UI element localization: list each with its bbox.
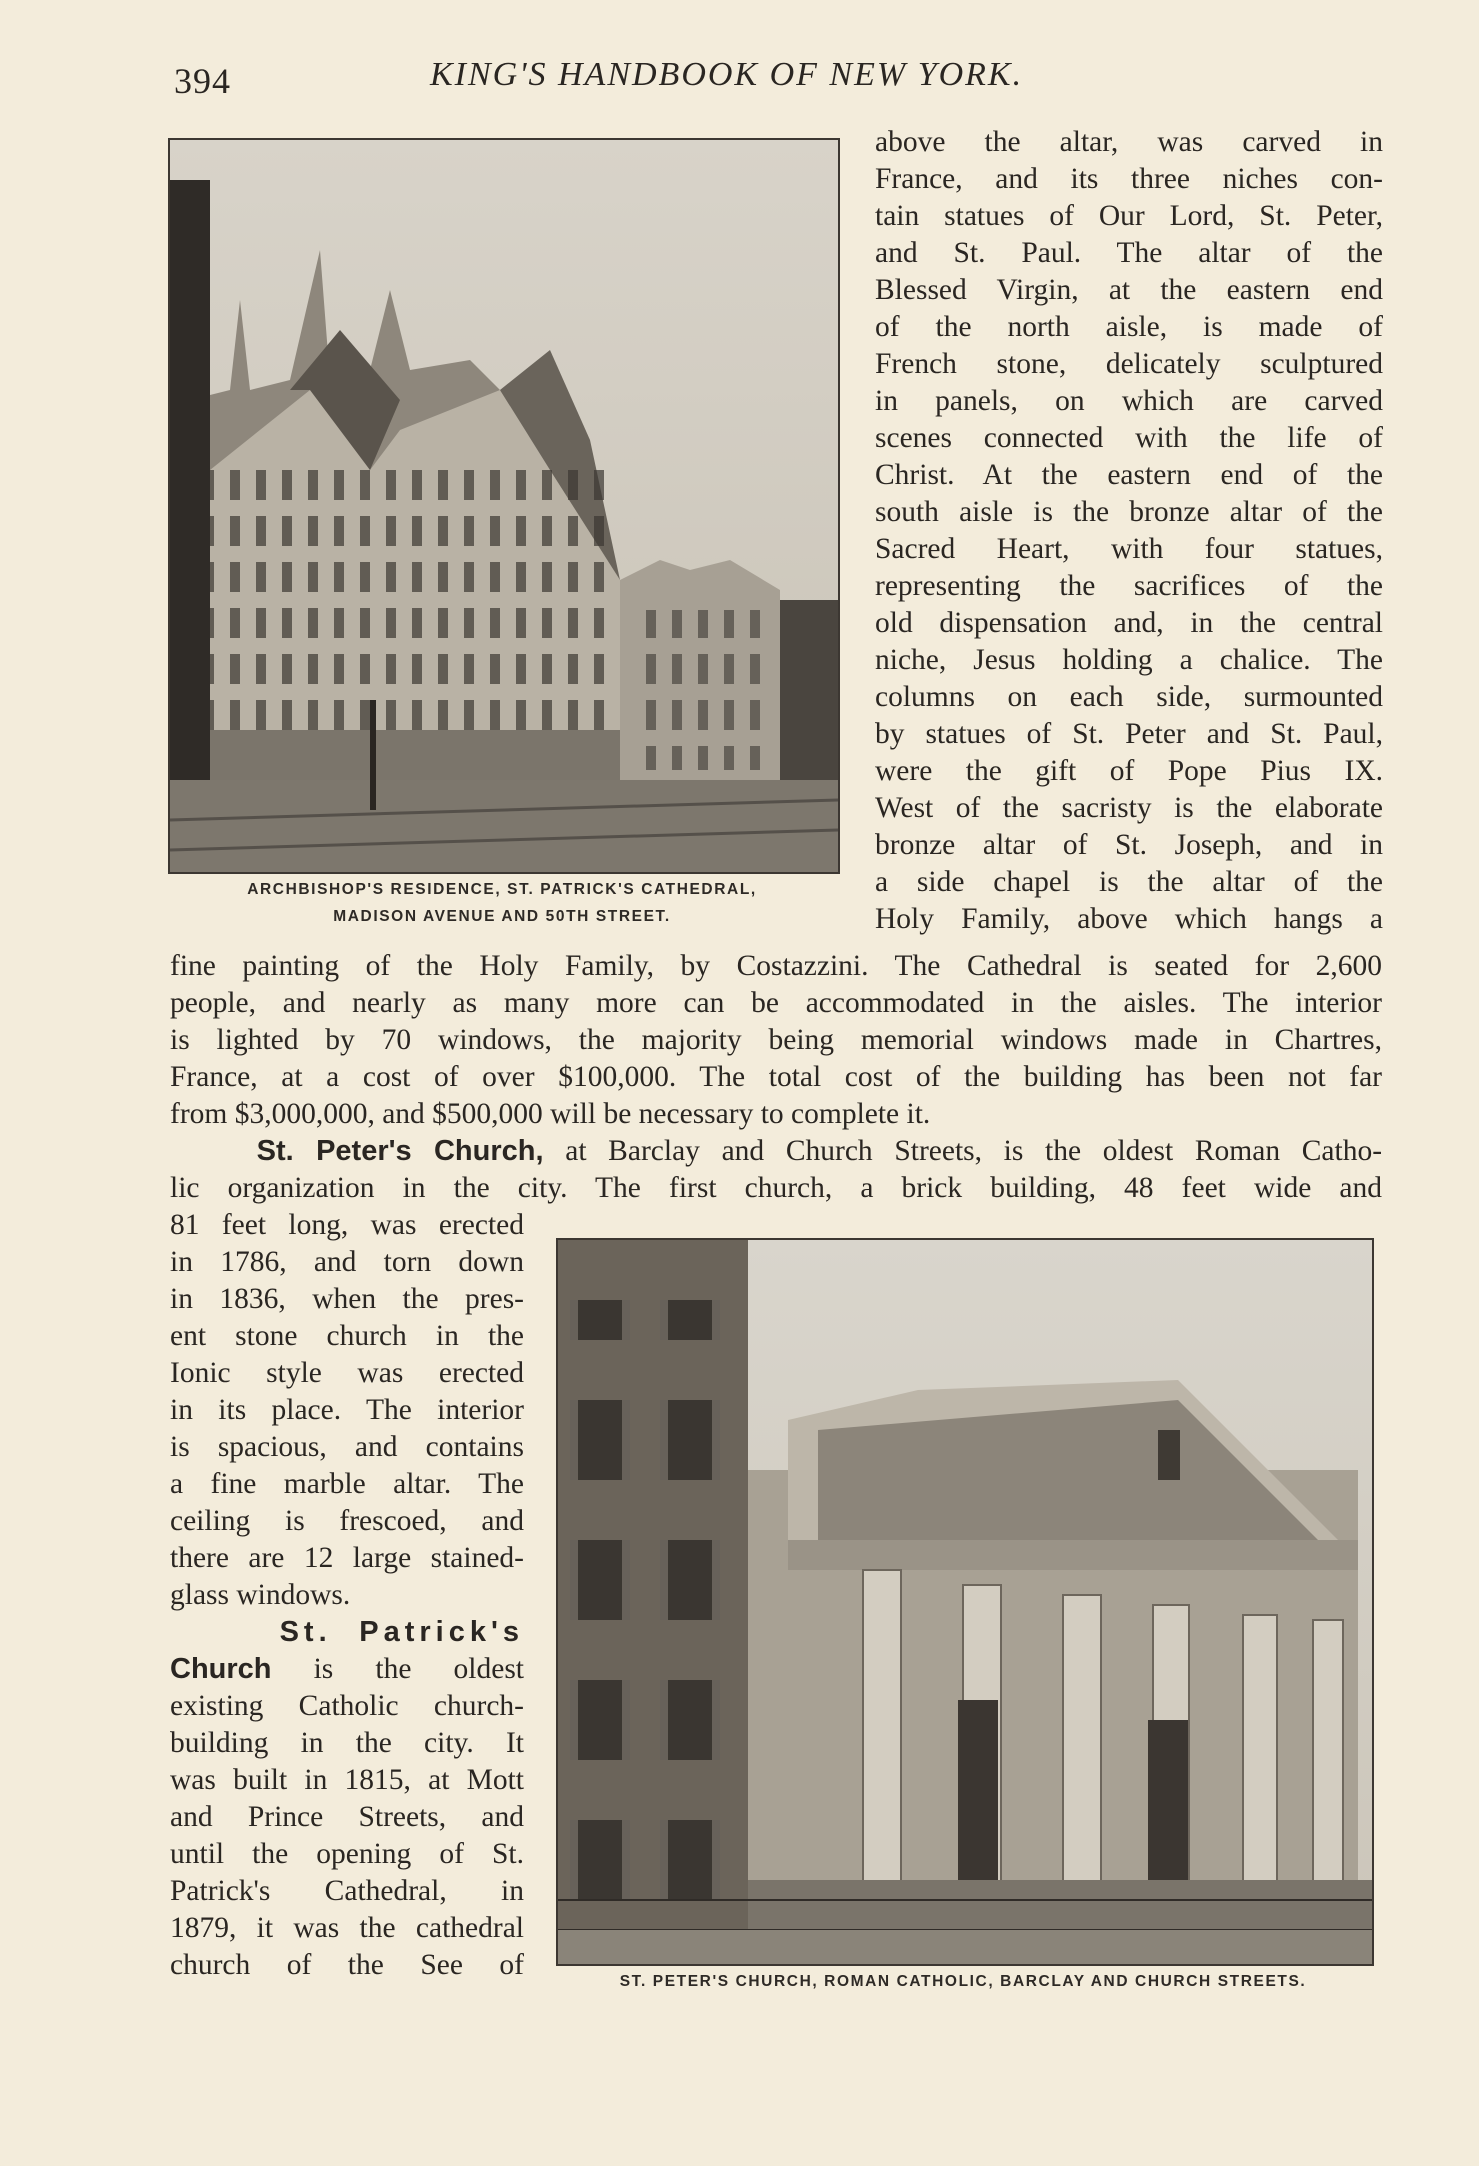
text-line: of the north aisle, is made of [875,311,1383,343]
left-column-text [170,1207,524,1614]
text-line: church of the See of [170,1949,524,1981]
bottom-photo-caption: ST. PETER'S CHURCH, ROMAN CATHOLIC, BARCLAY AND CHURCH STREETS. [619,1973,1307,1990]
text-fragment: at Barclay and Church Streets, is the oldest Roman Catho- [543,1135,1383,1167]
text-line: people, and nearly as many more can be accommodated in the aisles. The interior [170,987,1382,1019]
text-line: a fine marble altar. The [170,1468,524,1500]
page-number: 394 [174,61,231,101]
text-fragment: is the oldest [271,1653,524,1685]
text-line: 1879, it was the cathedral [170,1912,524,1944]
text-line: south aisle is the bronze altar of the [875,496,1383,528]
text-line: France, and its three niches con- [875,163,1383,195]
text-line: in 1836, when the pres- [170,1283,524,1315]
text-line: representing the sacrifices of the [875,570,1383,602]
st-patricks-heading-continued: Church [170,1653,272,1685]
text-line: 81 feet long, was erected [170,1209,524,1241]
text-line: French stone, delicately sculptured [875,348,1383,380]
text-line: bronze altar of St. Joseph, and in [875,829,1383,861]
text-line: Patrick's Cathedral, in [170,1875,524,1907]
text-line: in its place. The interior [170,1394,524,1426]
caption-line: ARCHBISHOP'S RESIDENCE, ST. PATRICK'S CATHEDRAL, [247,881,757,898]
st-patricks-paragraph [170,1614,524,1688]
text-line: Christ. At the eastern end of the [875,459,1383,491]
text-line: by statues of St. Peter and St. Paul, [875,718,1383,750]
text-line: West of the sacristy is the elaborate [875,792,1383,824]
text-line [170,1651,524,1688]
text-line: building in the city. It [170,1727,524,1759]
st-peters-paragraph-start [170,1133,1382,1207]
left-column-text-continued [170,1688,524,1984]
running-title: KING'S HANDBOOK OF NEW YORK. [430,56,1024,93]
text-line: lic organization in the city. The first church, a brick building, 48 feet wide and [170,1172,1382,1204]
caption-line: MADISON AVENUE AND 50TH STREET. [333,908,671,925]
st-peters-heading: St. Peter's Church, [256,1135,544,1167]
text-line: old dispensation and, in the central [875,607,1383,639]
text-line: and St. Paul. The altar of the [875,237,1383,269]
text-line: were the gift of Pope Pius IX. [875,755,1383,787]
text-line: above the altar, was carved in [875,126,1383,158]
text-line [170,1133,1382,1170]
text-line: until the opening of St. [170,1838,524,1870]
text-line: is spacious, and contains [170,1431,524,1463]
text-line: scenes connected with the life of [875,422,1383,454]
top-photo-caption [168,876,836,930]
text-line: in panels, on which are carved [875,385,1383,417]
st-patricks-heading: St. Patrick's [279,1616,525,1648]
text-line: tain statues of Our Lord, St. Peter, [875,200,1383,232]
st-peters-church-photo [556,1238,1374,1966]
text-line: ent stone church in the [170,1320,524,1352]
text-line: from $3,000,000, and $500,000 will be necessary to complete it. [170,1098,931,1130]
archbishop-residence-photo [168,138,840,874]
text-line: was built in 1815, at Mott [170,1764,524,1796]
text-line: a side chapel is the altar of the [875,866,1383,898]
text-line: is lighted by 70 windows, the majority being memorial windows made in Chartres, [170,1024,1382,1056]
text-line: ceiling is frescoed, and [170,1505,524,1537]
text-line: and Prince Streets, and [170,1801,524,1833]
cathedral-paragraph [170,948,1382,1133]
text-line [170,1614,524,1651]
text-line: niche, Jesus holding a chalice. The [875,644,1383,676]
text-line: Ionic style was erected [170,1357,524,1389]
text-line: in 1786, and torn down [170,1246,524,1278]
text-line: Holy Family, above which hangs a [875,903,1383,935]
text-line: fine painting of the Holy Family, by Costazzini. The Cathedral is seated for 2,600 [170,950,1382,982]
text-line: Blessed Virgin, at the eastern end [875,274,1383,306]
text-line: glass windows. [170,1579,351,1611]
text-line: there are 12 large stained- [170,1542,524,1574]
right-column-text [875,124,1383,938]
text-line: France, at a cost of over $100,000. The total cost of the building has been not far [170,1061,1382,1093]
text-line: existing Catholic church- [170,1690,524,1722]
text-line: Sacred Heart, with four statues, [875,533,1383,565]
text-line: columns on each side, surmounted [875,681,1383,713]
